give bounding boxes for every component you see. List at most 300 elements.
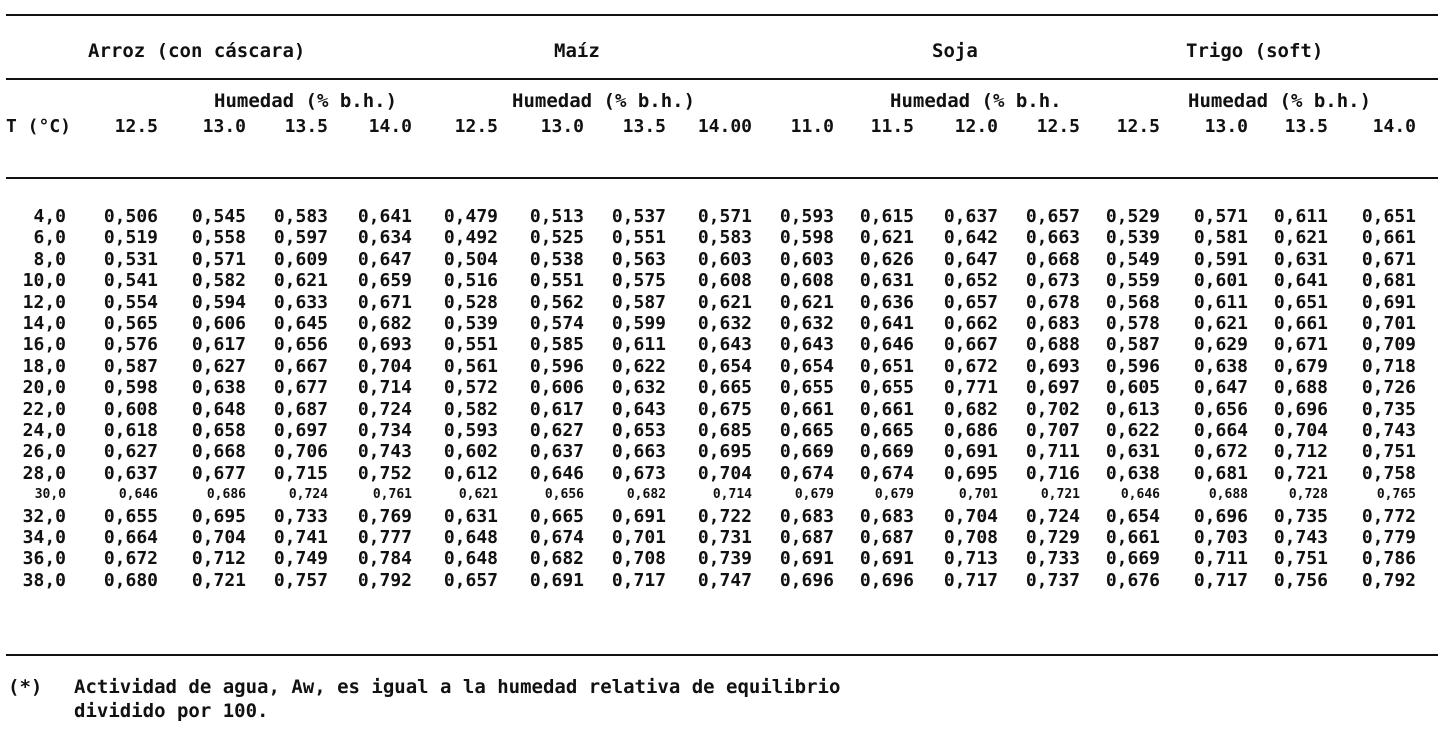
value-cell: 0,671: [1361, 248, 1416, 270]
value-cell: 0,665: [779, 420, 834, 441]
value-cell: 0,661: [779, 398, 834, 420]
value-cell: 0,674: [529, 527, 584, 548]
value-cell: 0,638: [191, 377, 246, 399]
value-cell: 0,743: [357, 441, 412, 463]
temperature-cell: 18,0: [22, 355, 66, 377]
value-cell: 0,654: [1105, 505, 1160, 527]
temperature-cell: 6,0: [33, 227, 66, 249]
value-cell: 0,611: [1193, 291, 1248, 313]
value-cell: 0,627: [529, 420, 584, 441]
value-cell: 0,506: [103, 206, 158, 227]
value-cell: 0,594: [191, 291, 246, 313]
body-top-rule: [6, 177, 1438, 179]
value-cell: 0,679: [794, 487, 834, 503]
value-cell: 0,646: [1120, 487, 1160, 503]
value-cell: 0,757: [273, 569, 328, 591]
table-row: [0, 399, 1456, 420]
value-cell: 0,545: [191, 206, 246, 227]
value-cell: 0,724: [288, 487, 328, 503]
value-cell: 0,758: [1361, 462, 1416, 484]
value-cell: 0,691: [779, 548, 834, 570]
value-cell: 0,661: [1273, 313, 1328, 334]
table-row: [0, 292, 1456, 313]
value-cell: 0,696: [1273, 398, 1328, 420]
footnote-text: Actividad de agua, Aw, es igual a la humedad relativa de equilibrio: [74, 676, 841, 698]
bottom-rule: [6, 654, 1438, 656]
value-cell: 0,686: [943, 420, 998, 441]
value-cell: 0,713: [943, 548, 998, 570]
value-cell: 0,637: [529, 441, 584, 463]
moisture-header-cell: 13.5: [1284, 116, 1328, 137]
value-cell: 0,717: [1193, 569, 1248, 591]
value-cell: 0,662: [943, 313, 998, 334]
crop-header-maiz: Maíz: [554, 40, 600, 62]
table-row: [0, 484, 1456, 505]
value-cell: 0,679: [874, 487, 914, 503]
temperature-cell: 16,0: [22, 334, 66, 356]
value-cell: 0,621: [859, 227, 914, 249]
value-cell: 0,571: [697, 206, 752, 227]
value-cell: 0,712: [191, 548, 246, 570]
value-cell: 0,695: [191, 505, 246, 527]
value-cell: 0,695: [697, 441, 752, 463]
value-cell: 0,657: [1025, 206, 1080, 227]
moisture-header-cell: 13.5: [284, 116, 328, 137]
value-cell: 0,574: [529, 313, 584, 334]
value-cell: 0,688: [1208, 487, 1248, 503]
value-cell: 0,593: [443, 420, 498, 441]
value-cell: 0,561: [443, 355, 498, 377]
value-cell: 0,657: [443, 569, 498, 591]
value-cell: 0,672: [103, 548, 158, 570]
crop-header-soja: Soja: [932, 40, 978, 62]
value-cell: 0,575: [611, 270, 666, 292]
value-cell: 0,642: [943, 227, 998, 249]
value-cell: 0,658: [191, 420, 246, 441]
value-cell: 0,541: [103, 270, 158, 292]
temperature-cell: 20,0: [22, 377, 66, 399]
value-cell: 0,741: [273, 527, 328, 548]
moisture-header-cell: 12.5: [114, 116, 158, 137]
value-cell: 0,587: [611, 291, 666, 313]
value-cell: 0,665: [697, 377, 752, 399]
value-cell: 0,618: [103, 420, 158, 441]
value-cell: 0,656: [1193, 398, 1248, 420]
value-cell: 0,551: [443, 334, 498, 356]
value-cell: 0,582: [443, 398, 498, 420]
value-cell: 0,680: [103, 569, 158, 591]
value-cell: 0,549: [1105, 248, 1160, 270]
value-cell: 0,504: [443, 248, 498, 270]
value-cell: 0,591: [1193, 248, 1248, 270]
value-cell: 0,761: [372, 487, 412, 503]
value-cell: 0,583: [697, 227, 752, 249]
value-cell: 0,701: [958, 487, 998, 503]
moisture-header-cell: 11.5: [870, 116, 914, 137]
value-cell: 0,749: [273, 548, 328, 570]
value-cell: 0,633: [273, 291, 328, 313]
value-cell: 0,693: [1025, 355, 1080, 377]
table-row: [0, 334, 1456, 355]
value-cell: 0,632: [697, 313, 752, 334]
value-cell: 0,792: [357, 569, 412, 591]
table-row: [0, 356, 1456, 377]
value-cell: 0,537: [611, 206, 666, 227]
value-cell: 0,615: [859, 206, 914, 227]
value-cell: 0,492: [443, 227, 498, 249]
value-cell: 0,714: [357, 377, 412, 399]
value-cell: 0,513: [529, 206, 584, 227]
value-cell: 0,622: [611, 355, 666, 377]
table-row: [0, 206, 1456, 227]
value-cell: 0,724: [1025, 505, 1080, 527]
value-cell: 0,587: [1105, 334, 1160, 356]
value-cell: 0,651: [1361, 206, 1416, 227]
value-cell: 0,668: [1025, 248, 1080, 270]
temperature-cell: 32,0: [22, 505, 66, 527]
value-cell: 0,712: [1273, 441, 1328, 463]
value-cell: 0,696: [859, 569, 914, 591]
table-row: [0, 463, 1456, 484]
value-cell: 0,652: [943, 270, 998, 292]
value-cell: 0,627: [103, 441, 158, 463]
value-cell: 0,743: [1361, 420, 1416, 441]
header-rule: [6, 78, 1438, 80]
value-cell: 0,687: [779, 527, 834, 548]
value-cell: 0,724: [357, 398, 412, 420]
value-cell: 0,751: [1361, 441, 1416, 463]
temperature-cell: 28,0: [22, 462, 66, 484]
value-cell: 0,697: [1025, 377, 1080, 399]
value-cell: 0,704: [191, 527, 246, 548]
value-cell: 0,691: [611, 505, 666, 527]
value-cell: 0,611: [1273, 206, 1328, 227]
value-cell: 0,565: [103, 313, 158, 334]
value-cell: 0,707: [1025, 420, 1080, 441]
value-cell: 0,693: [357, 334, 412, 356]
value-cell: 0,605: [1105, 377, 1160, 399]
value-cell: 0,621: [1193, 313, 1248, 334]
value-cell: 0,646: [118, 487, 158, 503]
value-cell: 0,739: [697, 548, 752, 570]
temperature-cell: 26,0: [22, 441, 66, 463]
moisture-header-cell: 12.5: [454, 116, 498, 137]
value-cell: 0,688: [1025, 334, 1080, 356]
value-cell: 0,655: [859, 377, 914, 399]
value-cell: 0,683: [779, 505, 834, 527]
value-cell: 0,661: [1105, 527, 1160, 548]
value-cell: 0,717: [943, 569, 998, 591]
value-cell: 0,697: [273, 420, 328, 441]
value-cell: 0,539: [1105, 227, 1160, 249]
value-cell: 0,637: [943, 206, 998, 227]
value-cell: 0,629: [1193, 334, 1248, 356]
crop-header-trigo: Trigo (soft): [1186, 40, 1324, 62]
table-row: [0, 441, 1456, 462]
value-cell: 0,721: [1273, 462, 1328, 484]
value-cell: 0,632: [611, 377, 666, 399]
value-cell: 0,765: [1376, 487, 1416, 503]
value-cell: 0,643: [611, 398, 666, 420]
moisture-header-cell: 13.5: [622, 116, 666, 137]
value-cell: 0,681: [1193, 462, 1248, 484]
humidity-label-soja: Humedad (% b.h.: [890, 90, 1062, 112]
value-cell: 0,631: [859, 270, 914, 292]
value-cell: 0,651: [1273, 291, 1328, 313]
value-cell: 0,737: [1025, 569, 1080, 591]
temperature-cell: 38,0: [22, 569, 66, 591]
value-cell: 0,613: [1105, 398, 1160, 420]
value-cell: 0,671: [357, 291, 412, 313]
value-cell: 0,674: [779, 462, 834, 484]
value-cell: 0,583: [273, 206, 328, 227]
value-cell: 0,708: [943, 527, 998, 548]
value-cell: 0,617: [529, 398, 584, 420]
value-cell: 0,665: [859, 420, 914, 441]
value-cell: 0,708: [611, 548, 666, 570]
value-cell: 0,593: [779, 206, 834, 227]
value-cell: 0,636: [859, 291, 914, 313]
value-cell: 0,784: [357, 548, 412, 570]
value-cell: 0,602: [443, 441, 498, 463]
temperature-cell: 22,0: [22, 398, 66, 420]
value-cell: 0,551: [529, 270, 584, 292]
value-cell: 0,598: [779, 227, 834, 249]
value-cell: 0,596: [529, 355, 584, 377]
value-cell: 0,562: [529, 291, 584, 313]
value-cell: 0,695: [943, 462, 998, 484]
value-cell: 0,703: [1193, 527, 1248, 548]
value-cell: 0,572: [443, 377, 498, 399]
value-cell: 0,726: [1361, 377, 1416, 399]
value-cell: 0,747: [697, 569, 752, 591]
value-cell: 0,525: [529, 227, 584, 249]
value-cell: 0,596: [1105, 355, 1160, 377]
value-cell: 0,716: [1025, 462, 1080, 484]
table-row: [0, 227, 1456, 248]
value-cell: 0,558: [191, 227, 246, 249]
value-cell: 0,682: [357, 313, 412, 334]
value-cell: 0,647: [943, 248, 998, 270]
value-cell: 0,559: [1105, 270, 1160, 292]
value-cell: 0,677: [273, 377, 328, 399]
value-cell: 0,756: [1273, 569, 1328, 591]
value-cell: 0,683: [859, 505, 914, 527]
value-cell: 0,663: [611, 441, 666, 463]
value-cell: 0,647: [357, 248, 412, 270]
value-cell: 0,743: [1273, 527, 1328, 548]
value-cell: 0,691: [529, 569, 584, 591]
moisture-header-cell: 13.0: [202, 116, 246, 137]
value-cell: 0,691: [859, 548, 914, 570]
value-cell: 0,654: [697, 355, 752, 377]
value-cell: 0,771: [943, 377, 998, 399]
value-cell: 0,554: [103, 291, 158, 313]
value-cell: 0,673: [1025, 270, 1080, 292]
value-cell: 0,646: [859, 334, 914, 356]
value-cell: 0,641: [1273, 270, 1328, 292]
value-cell: 0,722: [697, 505, 752, 527]
value-cell: 0,627: [191, 355, 246, 377]
value-cell: 0,585: [529, 334, 584, 356]
value-cell: 0,682: [529, 548, 584, 570]
value-cell: 0,687: [859, 527, 914, 548]
table-row: [0, 249, 1456, 270]
value-cell: 0,682: [943, 398, 998, 420]
footnote-symbol: (*): [8, 676, 43, 698]
value-cell: 0,631: [1273, 248, 1328, 270]
value-cell: 0,598: [103, 377, 158, 399]
value-cell: 0,648: [191, 398, 246, 420]
value-cell: 0,622: [1105, 420, 1160, 441]
value-cell: 0,669: [779, 441, 834, 463]
value-cell: 0,651: [859, 355, 914, 377]
value-cell: 0,709: [1361, 334, 1416, 356]
value-cell: 0,696: [1193, 505, 1248, 527]
temperature-cell: 30,0: [34, 487, 66, 503]
value-cell: 0,779: [1361, 527, 1416, 548]
value-cell: 0,718: [1361, 355, 1416, 377]
value-cell: 0,519: [103, 227, 158, 249]
value-cell: 0,696: [779, 569, 834, 591]
value-cell: 0,626: [859, 248, 914, 270]
value-cell: 0,599: [611, 313, 666, 334]
value-cell: 0,671: [1273, 334, 1328, 356]
value-cell: 0,528: [443, 291, 498, 313]
table-row: [0, 377, 1456, 398]
table-row: [0, 506, 1456, 527]
value-cell: 0,581: [1193, 227, 1248, 249]
value-cell: 0,621: [697, 291, 752, 313]
value-cell: 0,606: [191, 313, 246, 334]
value-cell: 0,668: [191, 441, 246, 463]
value-cell: 0,631: [1105, 441, 1160, 463]
footnote-line2: dividido por 100.: [74, 700, 269, 722]
value-cell: 0,551: [611, 227, 666, 249]
value-cell: 0,576: [103, 334, 158, 356]
value-cell: 0,667: [943, 334, 998, 356]
value-cell: 0,568: [1105, 291, 1160, 313]
value-cell: 0,601: [1193, 270, 1248, 292]
value-cell: 0,611: [611, 334, 666, 356]
value-cell: 0,733: [273, 505, 328, 527]
top-rule: [6, 14, 1438, 16]
value-cell: 0,621: [779, 291, 834, 313]
value-cell: 0,653: [611, 420, 666, 441]
value-cell: 0,638: [1105, 462, 1160, 484]
value-cell: 0,597: [273, 227, 328, 249]
value-cell: 0,717: [611, 569, 666, 591]
value-cell: 0,612: [443, 462, 498, 484]
value-cell: 0,702: [1025, 398, 1080, 420]
value-cell: 0,772: [1361, 505, 1416, 527]
humidity-label-maiz: Humedad (% b.h.): [512, 90, 696, 112]
table-row: [0, 420, 1456, 441]
value-cell: 0,539: [443, 313, 498, 334]
value-cell: 0,678: [1025, 291, 1080, 313]
temperature-cell: 24,0: [22, 420, 66, 441]
value-cell: 0,669: [859, 441, 914, 463]
moisture-header-cell: 13.0: [540, 116, 584, 137]
value-cell: 0,608: [697, 270, 752, 292]
value-cell: 0,679: [1273, 355, 1328, 377]
value-cell: 0,529: [1105, 206, 1160, 227]
value-cell: 0,734: [357, 420, 412, 441]
value-cell: 0,691: [943, 441, 998, 463]
value-cell: 0,617: [191, 334, 246, 356]
value-cell: 0,728: [1288, 487, 1328, 503]
value-cell: 0,641: [859, 313, 914, 334]
value-cell: 0,687: [273, 398, 328, 420]
value-cell: 0,701: [611, 527, 666, 548]
value-cell: 0,704: [1273, 420, 1328, 441]
moisture-header-cell: 12.5: [1116, 116, 1160, 137]
value-cell: 0,516: [443, 270, 498, 292]
value-cell: 0,655: [103, 505, 158, 527]
value-cell: 0,634: [357, 227, 412, 249]
value-cell: 0,663: [1025, 227, 1080, 249]
value-cell: 0,704: [697, 462, 752, 484]
temperature-cell: 10,0: [22, 270, 66, 292]
value-cell: 0,672: [943, 355, 998, 377]
value-cell: 0,683: [1025, 313, 1080, 334]
value-cell: 0,648: [443, 548, 498, 570]
temperature-cell: 8,0: [33, 248, 66, 270]
value-cell: 0,676: [1105, 569, 1160, 591]
moisture-header-cell: 14.0: [368, 116, 412, 137]
moisture-header-row: [0, 116, 1456, 144]
temperature-cell: 34,0: [22, 527, 66, 548]
value-cell: 0,667: [273, 355, 328, 377]
value-cell: 0,677: [191, 462, 246, 484]
temperature-cell: 4,0: [33, 206, 66, 227]
value-cell: 0,661: [859, 398, 914, 420]
value-cell: 0,729: [1025, 527, 1080, 548]
value-cell: 0,681: [1361, 270, 1416, 292]
value-cell: 0,721: [1040, 487, 1080, 503]
moisture-header-cell: 13.0: [1204, 116, 1248, 137]
value-cell: 0,538: [529, 248, 584, 270]
value-cell: 0,701: [1361, 313, 1416, 334]
value-cell: 0,735: [1361, 398, 1416, 420]
value-cell: 0,608: [103, 398, 158, 420]
value-cell: 0,582: [191, 270, 246, 292]
value-cell: 0,752: [357, 462, 412, 484]
value-cell: 0,631: [443, 505, 498, 527]
moisture-header-cell: 14.0: [1372, 116, 1416, 137]
value-cell: 0,657: [943, 291, 998, 313]
value-cell: 0,792: [1361, 569, 1416, 591]
value-cell: 0,587: [103, 355, 158, 377]
table-row: [0, 313, 1456, 334]
value-cell: 0,578: [1105, 313, 1160, 334]
moisture-header-cell: 14.00: [697, 116, 752, 137]
value-cell: 0,685: [697, 420, 752, 441]
value-cell: 0,479: [443, 206, 498, 227]
value-cell: 0,704: [357, 355, 412, 377]
humidity-label-arroz: Humedad (% b.h.): [214, 90, 398, 112]
value-cell: 0,673: [611, 462, 666, 484]
value-cell: 0,682: [626, 487, 666, 503]
value-cell: 0,571: [1193, 206, 1248, 227]
temperature-cell: 14,0: [22, 313, 66, 334]
value-cell: 0,571: [191, 248, 246, 270]
value-cell: 0,632: [779, 313, 834, 334]
value-cell: 0,769: [357, 505, 412, 527]
value-cell: 0,714: [712, 487, 752, 503]
value-cell: 0,672: [1193, 441, 1248, 463]
value-cell: 0,735: [1273, 505, 1328, 527]
